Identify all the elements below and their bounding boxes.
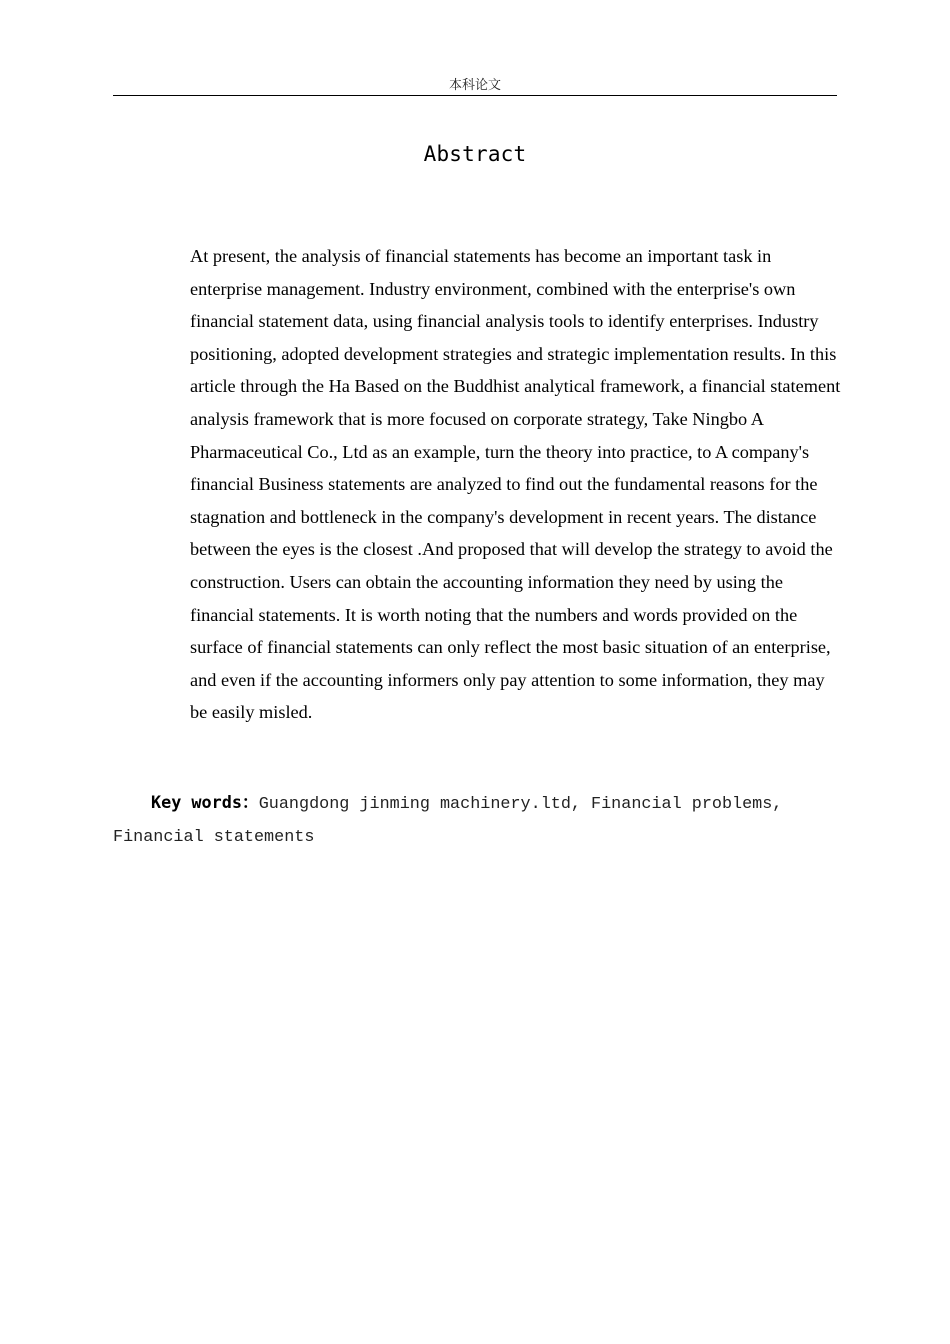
running-header: 本科论文	[448, 78, 501, 93]
keywords-paragraph	[113, 786, 837, 854]
abstract-body: At present, the analysis of financial statements has become an important task in enterprise management. Industry environment, combined with the enterprise's own financial statement data, using financial analysis tools to identify enterprises. Industry positioning, adopted development strategies and strategic implementation results. In this article through the Ha Based on the Buddhist analytical framework, a financial statement analysis framework that is more focused on corporate strategy, Take Ningbo A Pharmaceutical Co., Ltd as an example, turn the theory into practice, to A company's financial Business statements are analyzed to find out the fundamental reasons for the stagnation and bottleneck in the company's development in recent years. The distance between the eyes is the closest .And proposed that will develop the strategy to avoid the construction. Users can obtain the accounting information they need by using the financial statements. It is worth noting that the numbers and words provided on the surface of financial statements can only reflect the most basic situation of an enterprise, and even if the accounting informers only pay attention to some information, they may be easily misled.	[190, 246, 841, 723]
keywords-label: Key words：	[151, 792, 259, 812]
header-rule	[113, 95, 837, 96]
abstract-title: Abstract	[423, 142, 527, 166]
keywords-text: Guangdong jinming machinery.ltd, Financial problems, Financial statements	[113, 795, 783, 847]
